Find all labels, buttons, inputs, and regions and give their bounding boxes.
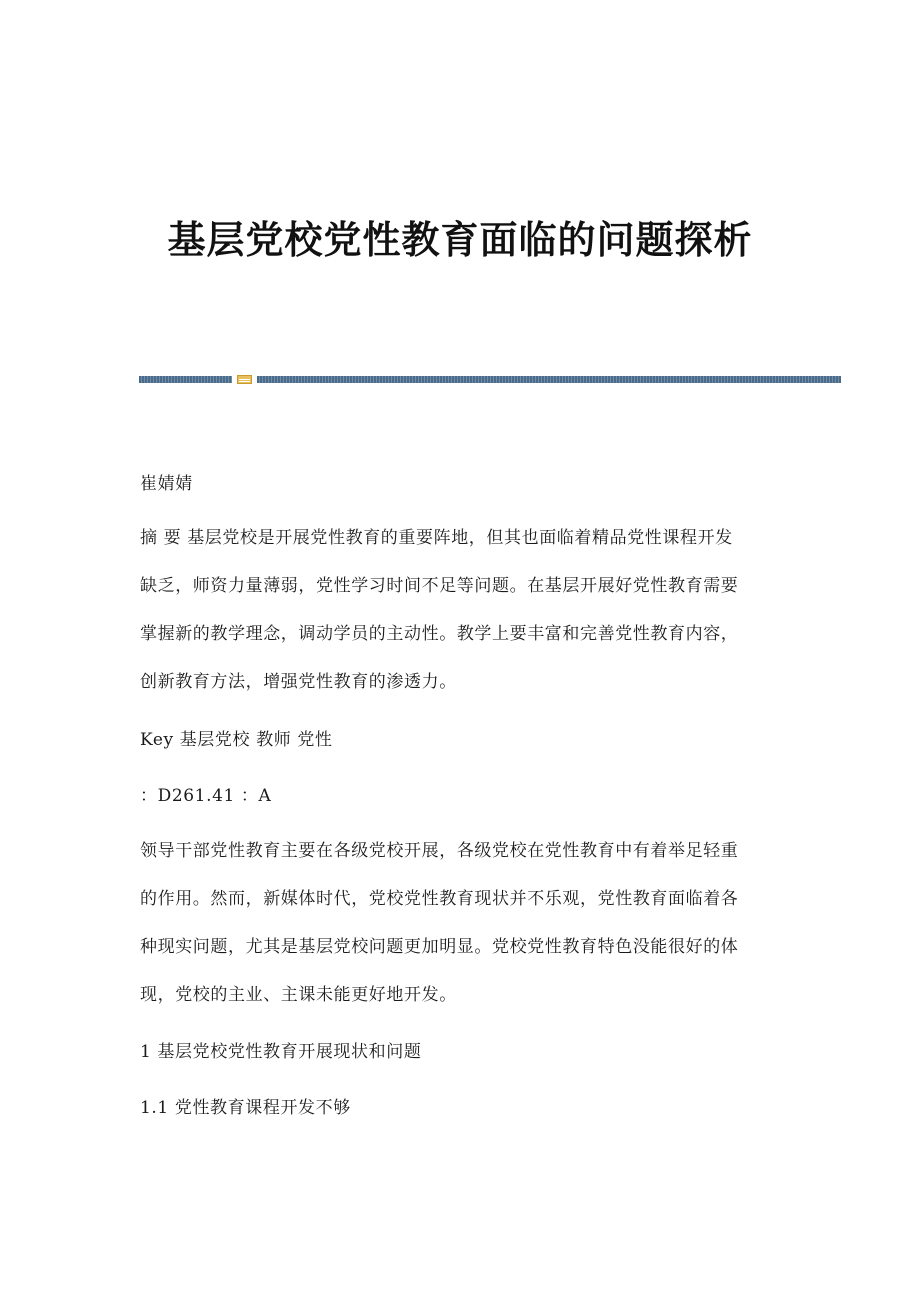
abstract-line: 创新教育方法，增强党性教育的渗透力。: [140, 672, 457, 692]
subsection-heading: 1.1 党性教育课程开发不够: [140, 1098, 351, 1118]
intro-line: 领导干部党性教育主要在各级党校开展，各级党校在党性教育中有着举足轻重: [140, 841, 739, 861]
divider-bar-right: [257, 376, 841, 383]
abstract-line: 掌握新的教学理念，调动学员的主动性。教学上要丰富和完善党性教育内容，: [140, 624, 739, 644]
divider-ornament-icon: [237, 375, 252, 384]
author-name: 崔婧婧: [140, 474, 193, 494]
intro-line: 现，党校的主业、主课未能更好地开发。: [140, 985, 457, 1005]
document-title: 基层党校党性教育面临的问题探析: [167, 217, 753, 262]
abstract-line: 缺乏，师资力量薄弱，党性学习时间不足等问题。在基层开展好党性教育需要: [140, 576, 739, 596]
section-heading: 1 基层党校党性教育开展现状和问题: [140, 1042, 422, 1062]
abstract-line: 摘 要 基层党校是开展党性教育的重要阵地，但其也面临着精品党性课程开发: [140, 528, 733, 548]
intro-line: 种现实问题，尤其是基层党校问题更加明显。党校党性教育特色没能很好的体: [140, 937, 739, 957]
keywords-line: Key 基层党校 教师 党性: [140, 730, 333, 750]
divider-bar-left: [139, 376, 232, 383]
classification-line: ：D261.41 ：A: [140, 786, 272, 806]
intro-line: 的作用。然而，新媒体时代，党校党性教育现状并不乐观，党性教育面临着各: [140, 889, 739, 909]
title-divider: [139, 375, 841, 384]
